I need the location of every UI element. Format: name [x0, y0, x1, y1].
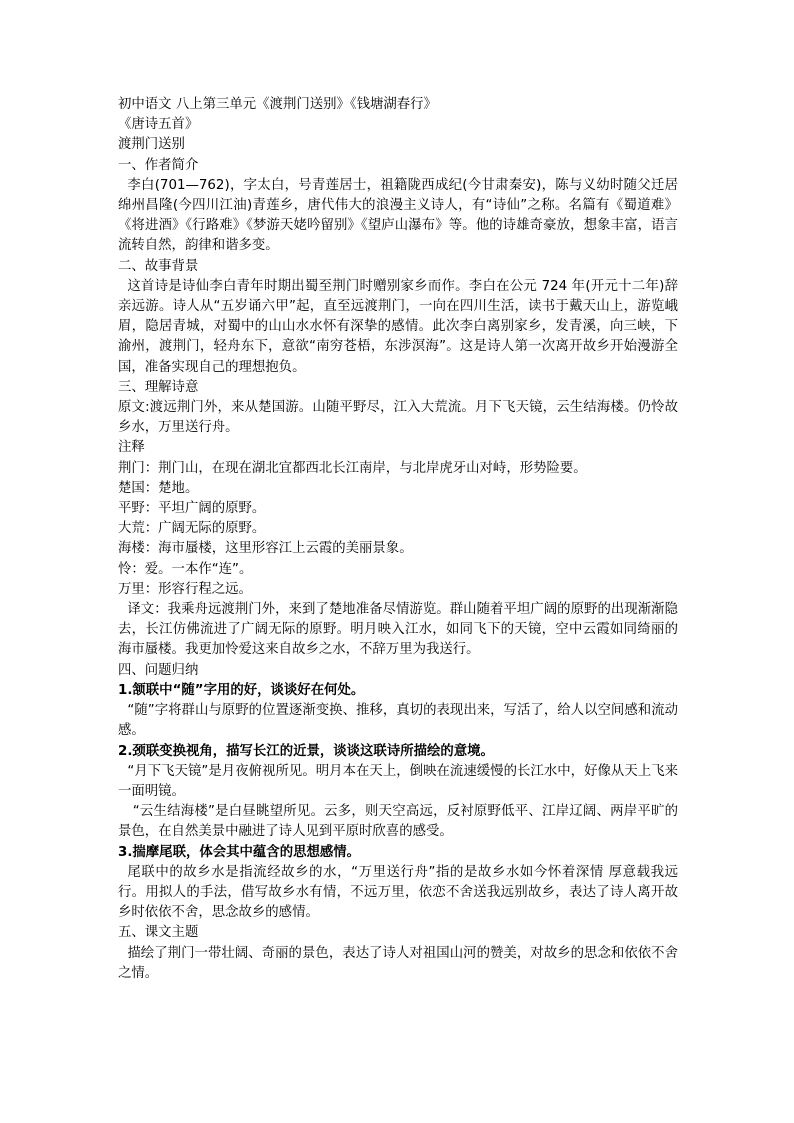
document-page [118, 95, 678, 984]
answer-2b: “云生结海楼”是白昼眺望所见。云多，则天空高远，反衬原野低平、江岸辽阔、两岸平旷的景色，在自然美景中融进了诗人见到平原时欣喜的感受。 [118, 804, 678, 840]
note-item: 大荒：广阔无际的原野。 [118, 521, 266, 537]
answer-3: 尾联中的故乡水是指流经故乡的水，“万里送行舟”指的是故乡水如今怀着深情 厚意载我远行。用拟人的手法，借写故乡水有情，不远万里，依恋不舍送我远别故乡，表达了诗人离开故乡时依依不舍，思念故乡的感情。 [118, 864, 678, 921]
meaning-heading: 三、理解诗意 [118, 379, 199, 395]
translation-text: 译文：我乘舟远渡荆门外，来到了楚地准备尽情游览。群山随着平坦广阔的原野的出现渐渐隐去，长江仿佛流进了广阔无际的原野。明月映入江水，如同飞下的天镜，空中云霞如同绮丽的海市蜃楼。我更加怜爱这来自故乡之水，不辞万里为我送行。 [118, 602, 678, 658]
author-heading: 一、作者简介 [118, 157, 199, 173]
background-text: 这首诗是诗仙李白青年时期出蜀至荆门时赠别家乡而作。李白在公元 724 年(开元十二年)辞亲远游。诗人从“五岁诵六甲”起，直至远渡荆门，一向在四川生活，读书于戴天山上，游览峨眉，隐居青城，对蜀中的山山水水怀有深挚的感情。此次李白离别家乡，发青溪，向三峡，下渝州，渡荆门，轻舟东下，意欲“南穷苍梧，东涉溟海”。这是诗人第一次离开故乡开始漫游全国，准备实现自己的理想抱负。 [118, 278, 678, 375]
document-title: 初中语文 八上第三单元《渡荆门送别》《钱塘湖春行》 [118, 97, 437, 112]
note-item: 万里：形容行程之远。 [118, 581, 252, 597]
original-text: 原文:渡远荆门外，来从楚国游。山随平野尽，江入大荒流。月下飞天镜，云生结海楼。仍怜故乡水，万里送行舟。 [118, 400, 678, 436]
note-item: 荆门：荆门山，在现在湖北宜都西北长江南岸，与北岸虎牙山对峙，形势险要。 [118, 460, 587, 476]
theme-heading: 五、课文主题 [118, 925, 199, 941]
theme-text: 描绘了荆门一带壮阔、奇丽的景色，表达了诗人对祖国山河的赞美，对故乡的思念和依依不舍之情。 [118, 945, 678, 981]
question-1: 1.颔联中“随”字用的好，谈谈好在何处。 [118, 682, 365, 698]
note-item: 海楼：海市蜃楼，这里形容江上云霞的美丽景象。 [118, 541, 413, 557]
question-2: 2.颈联变换视角，描写长江的近景，谈谈这联诗所描绘的意境。 [118, 743, 494, 759]
note-item: 平野：平坦广阔的原野。 [118, 501, 266, 517]
answer-1: “随”字将群山与原野的位置逐渐变换、推移，真切的表现出来，写活了，给人以空间感和流动感。 [118, 703, 678, 739]
note-item: 怜：爱。一本作“连”。 [118, 561, 253, 577]
collection-title: 《唐诗五首》 [118, 117, 199, 133]
answer-2a: “月下飞天镜”是月夜俯视所见。明月本在天上，倒映在流速缓慢的长江水中，好像从天上飞来一面明镜。 [118, 763, 678, 799]
note-item: 楚国：楚地。 [118, 480, 199, 496]
background-heading: 二、故事背景 [118, 258, 199, 274]
question-3: 3.揣摩尾联，体会其中蕴含的思想感情。 [118, 844, 361, 860]
questions-heading: 四、问题归纳 [118, 662, 199, 678]
poem-title: 渡荆门送别 [118, 137, 185, 153]
author-text: 李白(701—762)，字太白，号青莲居士，祖籍陇西成纪(今甘肃秦安)，陈与义幼时随父迁居绵州昌隆(今四川江油)青莲乡，唐代伟大的浪漫主义诗人，有“诗仙”之称。名篇有《蜀道难》《将进酒》《行路难》《梦游天姥吟留别》《望庐山瀑布》等。他的诗雄奇豪放，想象丰富，语言流转自然，韵律和谐多变。 [118, 177, 678, 254]
notes-heading: 注释 [118, 440, 145, 456]
